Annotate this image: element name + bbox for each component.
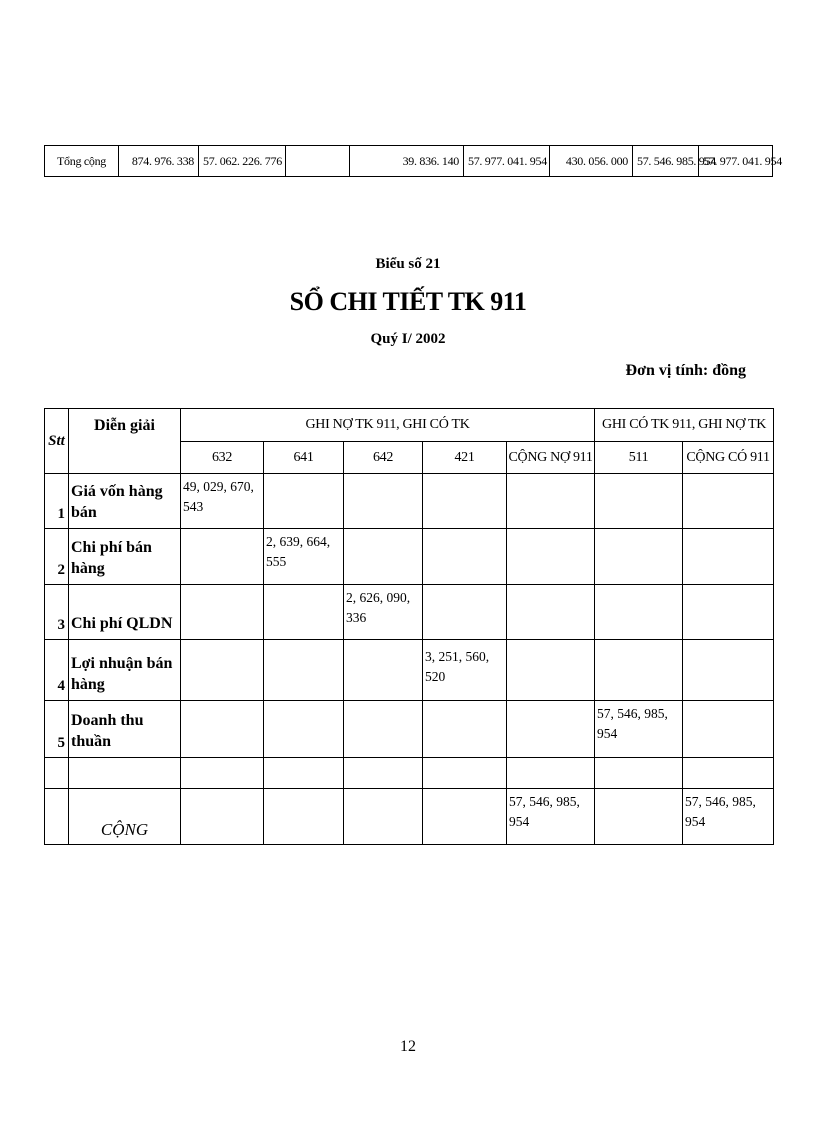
table-cell: 2, 626, 090, 336	[344, 585, 423, 640]
table-cell	[507, 640, 595, 701]
table-cell	[181, 585, 264, 640]
row-number: 1	[45, 474, 69, 529]
table-cell	[507, 585, 595, 640]
table-cell	[423, 758, 507, 789]
header-row	[45, 409, 774, 442]
column-header: CỘNG CÓ 911	[683, 442, 774, 474]
description-header: Diễn giải	[69, 409, 181, 474]
table-cell: 2, 639, 664, 555	[264, 529, 344, 585]
table-cell	[344, 529, 423, 585]
column-header: 641	[264, 442, 344, 474]
total-label: CỘNG	[69, 789, 181, 845]
row-description: Giá vốn hàng bán	[69, 474, 181, 529]
table-row	[45, 529, 774, 585]
table-row	[45, 585, 774, 640]
table-cell	[507, 758, 595, 789]
table-row	[45, 474, 774, 529]
table-cell	[181, 529, 264, 585]
row-description: Lợi nhuận bán hàng	[69, 640, 181, 701]
table-cell	[344, 640, 423, 701]
row-description: Chi phí bán hàng	[69, 529, 181, 585]
debit-group-header: GHI NỢ TK 911, GHI CÓ TK	[181, 409, 595, 442]
period: Quý I/ 2002	[370, 331, 446, 347]
table-cell	[683, 474, 774, 529]
table-cell	[181, 789, 264, 845]
table-cell	[595, 758, 683, 789]
column-header: 421	[423, 442, 507, 474]
summary-cell: 57. 977. 041. 954	[699, 146, 773, 177]
table-row	[45, 758, 774, 789]
table-cell	[595, 529, 683, 585]
row-number: 4	[45, 640, 69, 701]
table-cell	[595, 585, 683, 640]
page-number: 12	[400, 1038, 416, 1055]
column-header: 511	[595, 442, 683, 474]
row-number: 5	[45, 701, 69, 758]
table-cell	[683, 640, 774, 701]
row-number	[45, 758, 69, 789]
total-number-cell	[45, 789, 69, 845]
table-cell	[423, 701, 507, 758]
row-description: Doanh thu thuần	[69, 701, 181, 758]
row-number: 2	[45, 529, 69, 585]
table-cell	[264, 701, 344, 758]
table-cell	[181, 758, 264, 789]
summary-cell: 430. 056. 000	[550, 146, 633, 177]
table-cell	[507, 529, 595, 585]
table-cell	[423, 789, 507, 845]
table-cell	[595, 474, 683, 529]
document-title: SỔ CHI TIẾT TK 911	[289, 287, 527, 316]
table-cell	[595, 789, 683, 845]
table-cell	[683, 585, 774, 640]
column-header: CỘNG NỢ 911	[507, 442, 595, 474]
stt-header: Stt	[45, 409, 69, 474]
table-cell	[344, 789, 423, 845]
table-cell	[344, 758, 423, 789]
total-row	[45, 789, 774, 845]
table-cell	[264, 474, 344, 529]
column-header: 642	[344, 442, 423, 474]
ledger-table	[44, 408, 774, 845]
table-cell	[264, 640, 344, 701]
table-cell: 57, 546, 985, 954	[507, 789, 595, 845]
table-cell	[507, 474, 595, 529]
table-cell: 57, 546, 985, 954	[595, 701, 683, 758]
table-cell	[423, 585, 507, 640]
table-cell	[264, 758, 344, 789]
row-description: Chi phí QLDN	[69, 585, 181, 640]
credit-group-header: GHI CÓ TK 911, GHI NỢ TK	[595, 409, 774, 442]
summary-cell: 57. 546. 985. 954	[633, 146, 699, 177]
table-cell	[264, 585, 344, 640]
table-row	[45, 640, 774, 701]
summary-cell: 57. 977. 041. 954	[464, 146, 550, 177]
form-number: Biểu số 21	[375, 256, 441, 272]
row-number: 3	[45, 585, 69, 640]
summary-cell: 874. 976. 338	[119, 146, 199, 177]
summary-table	[44, 145, 782, 177]
table-cell	[181, 701, 264, 758]
table-cell	[507, 701, 595, 758]
table-cell	[423, 474, 507, 529]
table-cell	[423, 529, 507, 585]
row-description	[69, 758, 181, 789]
column-header: 632	[181, 442, 264, 474]
table-cell: 49, 029, 670, 543	[181, 474, 264, 529]
table-cell	[683, 758, 774, 789]
summary-row	[45, 146, 773, 177]
table-cell	[181, 640, 264, 701]
summary-cell: 57. 062. 226. 776	[199, 146, 286, 177]
table-cell	[595, 640, 683, 701]
table-row	[45, 701, 774, 758]
summary-label: Tổng cộng	[45, 146, 119, 177]
table-cell: 3, 251, 560, 520	[423, 640, 507, 701]
table-cell	[683, 529, 774, 585]
summary-cell: 39. 836. 140	[350, 146, 464, 177]
table-cell	[344, 701, 423, 758]
table-cell	[344, 474, 423, 529]
summary-cell	[286, 146, 350, 177]
table-cell	[683, 701, 774, 758]
table-cell: 57, 546, 985, 954	[683, 789, 774, 845]
table-cell	[264, 789, 344, 845]
unit-label: Đơn vị tính: đồng	[625, 362, 746, 379]
